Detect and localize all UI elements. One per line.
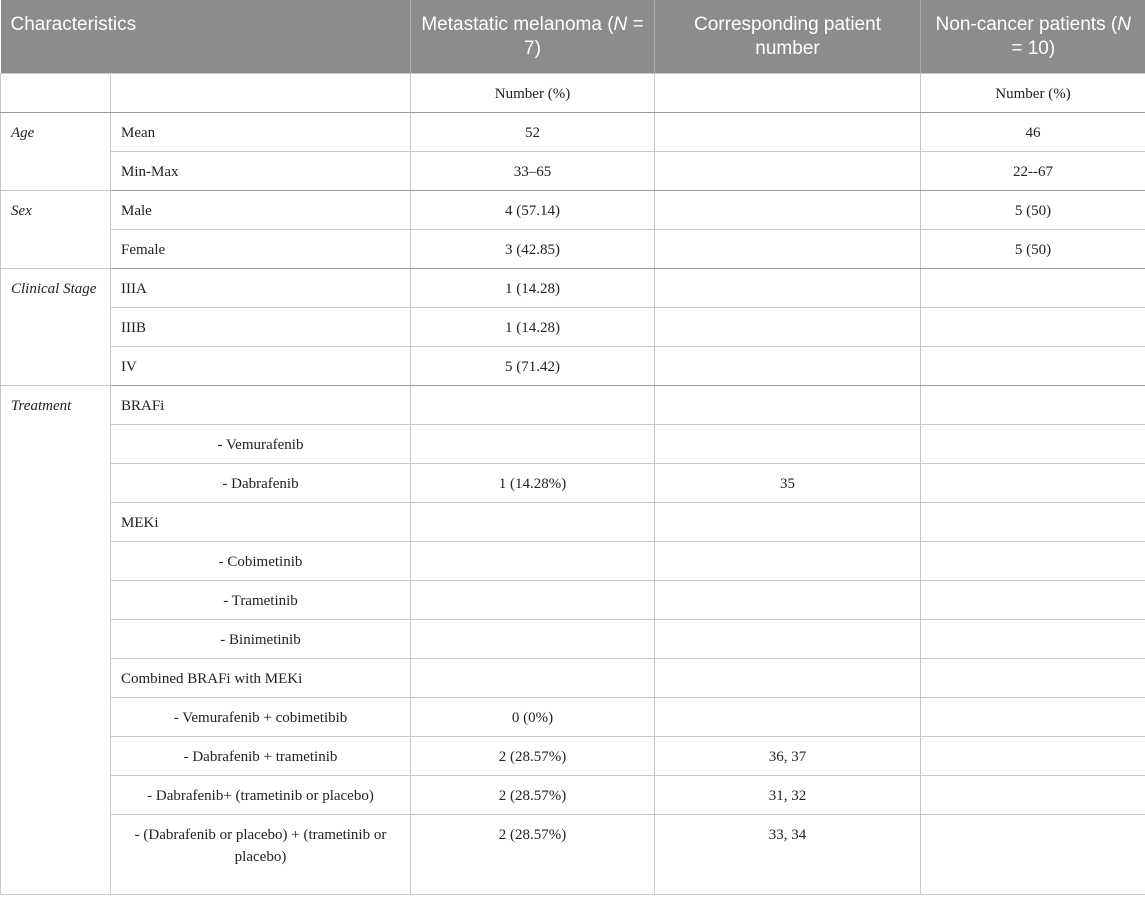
patient-value: 36, 37	[655, 736, 921, 775]
patient-value: 31, 32	[655, 775, 921, 814]
patient-value	[655, 424, 921, 463]
char-clinical-stage: Clinical Stage	[1, 268, 111, 385]
table-row	[1, 541, 1145, 580]
noncancer-value	[921, 814, 1145, 894]
noncancer-value	[921, 541, 1145, 580]
table-row	[1, 307, 1145, 346]
table-row	[1, 346, 1145, 385]
sub-label: IV	[111, 346, 411, 385]
header-melanoma: Metastatic melanoma (N = 7)	[411, 0, 655, 73]
table-row	[1, 151, 1145, 190]
melanoma-value: 2 (28.57%)	[411, 736, 655, 775]
melanoma-units: Number (%)	[411, 73, 655, 112]
noncancer-value	[921, 580, 1145, 619]
noncancer-value	[921, 463, 1145, 502]
noncancer-value	[921, 619, 1145, 658]
table-row	[1, 112, 1145, 151]
noncancer-value	[921, 775, 1145, 814]
patient-value	[655, 385, 921, 424]
patient-value	[655, 346, 921, 385]
table-row	[1, 814, 1145, 894]
noncancer-value	[921, 346, 1145, 385]
melanoma-value: 4 (57.14)	[411, 190, 655, 229]
table-row	[1, 268, 1145, 307]
patient-value: 33, 34	[655, 814, 921, 894]
sub-label: - Dabrafenib	[111, 463, 411, 502]
patient-value: 35	[655, 463, 921, 502]
patient-value	[655, 190, 921, 229]
empty-cell	[111, 73, 411, 112]
noncancer-value: 5 (50)	[921, 229, 1145, 268]
patient-value	[655, 229, 921, 268]
melanoma-value: 2 (28.57%)	[411, 814, 655, 894]
sub-label: - Dabrafenib+ (trametinib or placebo)	[111, 775, 411, 814]
table-row	[1, 580, 1145, 619]
header-noncancer: Non-cancer patients (N = 10)	[921, 0, 1145, 73]
noncancer-value: 5 (50)	[921, 190, 1145, 229]
table-row	[1, 229, 1145, 268]
header-patient-number: Corresponding patient number	[655, 0, 921, 73]
patient-value	[655, 580, 921, 619]
noncancer-value	[921, 424, 1145, 463]
sub-label: - Dabrafenib + trametinib	[111, 736, 411, 775]
noncancer-value	[921, 307, 1145, 346]
melanoma-value: 1 (14.28)	[411, 307, 655, 346]
table-row	[1, 502, 1145, 541]
sub-label: IIIB	[111, 307, 411, 346]
table-row	[1, 463, 1145, 502]
table-row	[1, 619, 1145, 658]
melanoma-value	[411, 385, 655, 424]
melanoma-value	[411, 658, 655, 697]
melanoma-value: 52	[411, 112, 655, 151]
char-age: Age	[1, 112, 111, 190]
noncancer-units: Number (%)	[921, 73, 1145, 112]
patient-value	[655, 502, 921, 541]
sub-label: Female	[111, 229, 411, 268]
table-row	[1, 190, 1145, 229]
noncancer-value	[921, 268, 1145, 307]
melanoma-value: 1 (14.28)	[411, 268, 655, 307]
melanoma-value: 5 (71.42)	[411, 346, 655, 385]
sub-label: Mean	[111, 112, 411, 151]
melanoma-value	[411, 619, 655, 658]
sub-label: - Cobimetinib	[111, 541, 411, 580]
sub-label: IIIA	[111, 268, 411, 307]
sub-label: BRAFi	[111, 385, 411, 424]
header-characteristics: Characteristics	[1, 0, 411, 73]
patient-value	[655, 619, 921, 658]
sub-label: - Trametinib	[111, 580, 411, 619]
melanoma-value: 0 (0%)	[411, 697, 655, 736]
melanoma-value	[411, 502, 655, 541]
patient-value	[655, 541, 921, 580]
noncancer-value	[921, 385, 1145, 424]
noncancer-value	[921, 658, 1145, 697]
noncancer-value	[921, 502, 1145, 541]
patient-value	[655, 658, 921, 697]
noncancer-value: 22--67	[921, 151, 1145, 190]
units-row	[1, 73, 1145, 112]
melanoma-value	[411, 580, 655, 619]
sub-label: - Binimetinib	[111, 619, 411, 658]
char-sex: Sex	[1, 190, 111, 268]
patient-value	[655, 151, 921, 190]
table-row	[1, 658, 1145, 697]
melanoma-value	[411, 541, 655, 580]
noncancer-value	[921, 697, 1145, 736]
patient-value	[655, 112, 921, 151]
sub-label: MEKi	[111, 502, 411, 541]
header-row	[1, 0, 1145, 73]
table-row	[1, 697, 1145, 736]
table-row	[1, 424, 1145, 463]
noncancer-value: 46	[921, 112, 1145, 151]
melanoma-value: 1 (14.28%)	[411, 463, 655, 502]
empty-cell	[655, 73, 921, 112]
noncancer-value	[921, 736, 1145, 775]
melanoma-value: 2 (28.57%)	[411, 775, 655, 814]
sub-label: - Vemurafenib	[111, 424, 411, 463]
sub-label: - Vemurafenib + cobimetibib	[111, 697, 411, 736]
sub-label: Male	[111, 190, 411, 229]
melanoma-value: 3 (42.85)	[411, 229, 655, 268]
table-row	[1, 385, 1145, 424]
table-row	[1, 736, 1145, 775]
patient-value	[655, 268, 921, 307]
melanoma-value: 33–65	[411, 151, 655, 190]
melanoma-value	[411, 424, 655, 463]
table-row	[1, 775, 1145, 814]
patient-value	[655, 697, 921, 736]
char-treatment: Treatment	[1, 385, 111, 894]
patient-value	[655, 307, 921, 346]
sub-label: Combined BRAFi with MEKi	[111, 658, 411, 697]
empty-cell	[1, 73, 111, 112]
sub-label: Min-Max	[111, 151, 411, 190]
sub-label: - (Dabrafenib or placebo) + (trametinib or placebo)	[111, 814, 411, 894]
